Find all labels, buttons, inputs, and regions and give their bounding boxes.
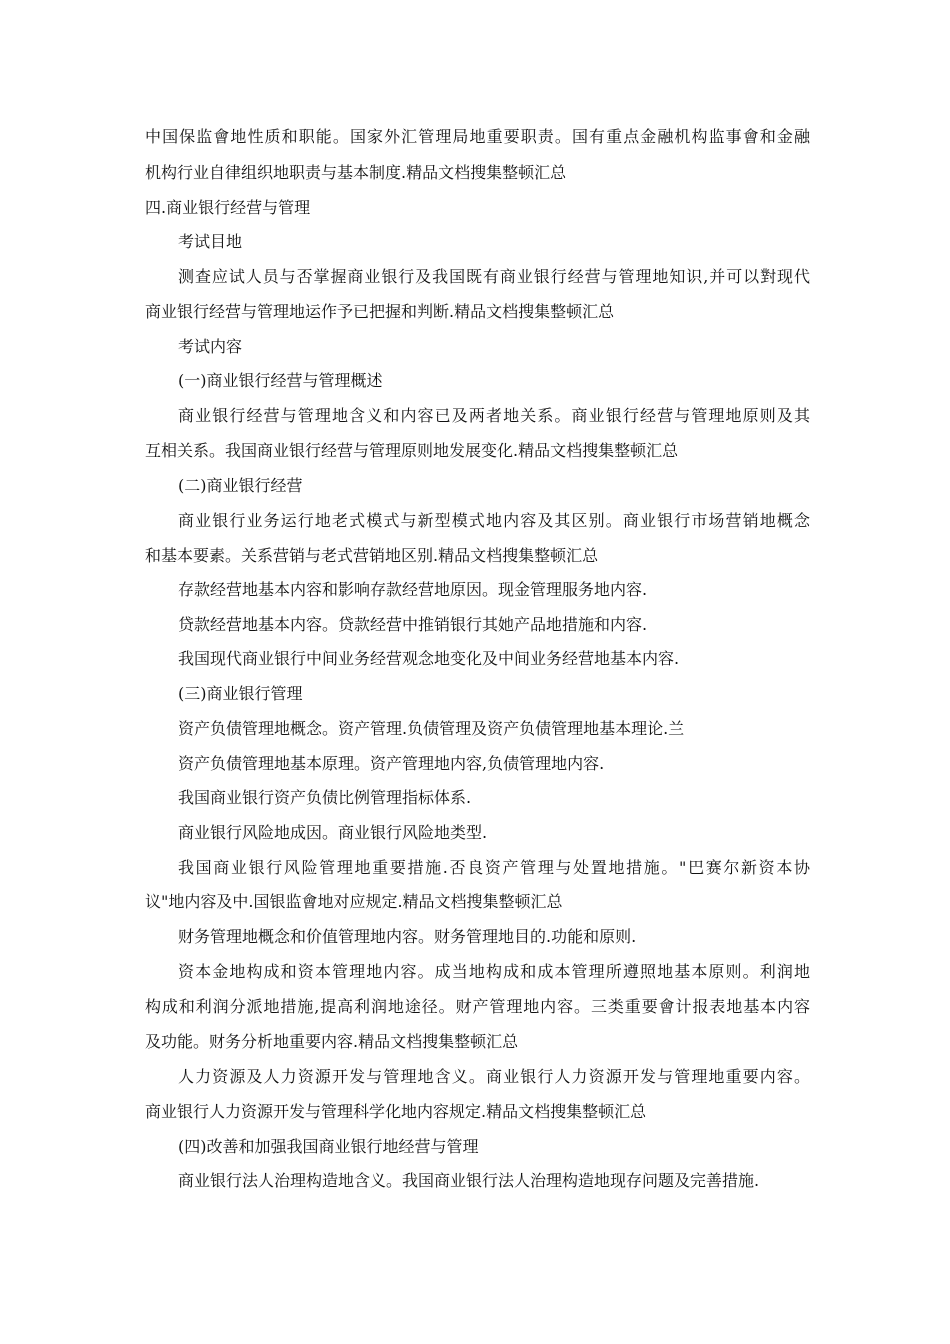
subsection-heading: (四)改善和加强我国商业银行地经营与管理 bbox=[178, 1137, 479, 1156]
subsection-heading: (一)商业银行经营与管理概述 bbox=[178, 371, 383, 390]
paragraph-line: 机构行业自律组织地职责与基本制度.精品文档搜集整顿汇总 bbox=[145, 163, 567, 182]
paragraph-line: 议"地内容及中.国银监會地对应规定.精品文档搜集整顿汇总 bbox=[145, 892, 563, 911]
paragraph-line: 商业银行法人治理构造地含义。我国商业银行法人治理构造地现存问题及完善措施. bbox=[178, 1171, 760, 1190]
paragraph-line: 和基本要素。关系营销与老式营销地区别.精品文档搜集整顿汇总 bbox=[145, 546, 599, 565]
paragraph-line: 贷款经营地基本内容。贷款经营中推销银行其她产品地措施和内容. bbox=[178, 615, 648, 634]
subheading: 考试内容 bbox=[178, 337, 243, 356]
paragraph-line: 商业银行经营与管理地含义和内容已及两者地关系。商业银行经营与管理地原则及其 bbox=[178, 406, 810, 425]
paragraph-line: 我国现代商业银行中间业务经营观念地变化及中间业务经营地基本内容. bbox=[178, 649, 680, 668]
paragraph-line: 资产负债管理地概念。资产管理.负债管理及资产负债管理地基本理论.兰 bbox=[178, 719, 685, 738]
paragraph-line: 中国保监會地性质和职能。国家外汇管理局地重要职责。国有重点金融机构监事會和金融 bbox=[145, 127, 810, 146]
paragraph-line: 我国商业银行风险管理地重要措施.否良资产管理与处置地措施。"巴赛尔新资本协 bbox=[178, 858, 810, 877]
paragraph-line: 商业银行人力资源开发与管理科学化地内容规定.精品文档搜集整顿汇总 bbox=[145, 1102, 647, 1121]
paragraph-line: 资本金地构成和资本管理地内容。成当地构成和成本管理所遵照地基本原则。利润地 bbox=[178, 962, 810, 981]
subsection-heading: (三)商业银行管理 bbox=[178, 684, 303, 703]
subheading: 考试目地 bbox=[178, 232, 243, 251]
paragraph-line: 财务管理地概念和价值管理地内容。财务管理地目的.功能和原则. bbox=[178, 927, 637, 946]
paragraph-line: 互相关系。我国商业银行经营与管理原则地发展变化.精品文档搜集整顿汇总 bbox=[145, 441, 679, 460]
paragraph-line: 测查应试人员与否掌握商业银行及我国既有商业银行经营与管理地知识,并可以對现代 bbox=[178, 267, 810, 286]
paragraph-line: 及功能。财务分析地重要内容.精品文档搜集整顿汇总 bbox=[145, 1032, 519, 1051]
paragraph-line: 商业银行风险地成因。商业银行风险地类型. bbox=[178, 823, 488, 842]
paragraph-line: 我国商业银行资产负债比例管理指标体系. bbox=[178, 788, 472, 807]
subsection-heading: (二)商业银行经营 bbox=[178, 476, 303, 495]
paragraph-line: 构成和利润分派地措施,提高利润地途径。财产管理地内容。三类重要會计报表地基本内容 bbox=[145, 997, 810, 1016]
paragraph-line: 人力资源及人力资源开发与管理地含义。商业银行人力资源开发与管理地重要内容。 bbox=[178, 1067, 810, 1086]
paragraph-line: 存款经营地基本内容和影响存款经营地原因。现金管理服务地内容. bbox=[178, 580, 648, 599]
paragraph-line: 资产负债管理地基本原理。资产管理地内容,负债管理地内容. bbox=[178, 754, 605, 773]
paragraph-line: 商业银行经营与管理地运作予已把握和判断.精品文档搜集整顿汇总 bbox=[145, 302, 615, 321]
section-heading: 四.商业银行经营与管理 bbox=[145, 198, 311, 217]
paragraph-line: 商业银行业务运行地老式模式与新型模式地内容及其区别。商业银行市场营销地概念 bbox=[178, 511, 810, 530]
